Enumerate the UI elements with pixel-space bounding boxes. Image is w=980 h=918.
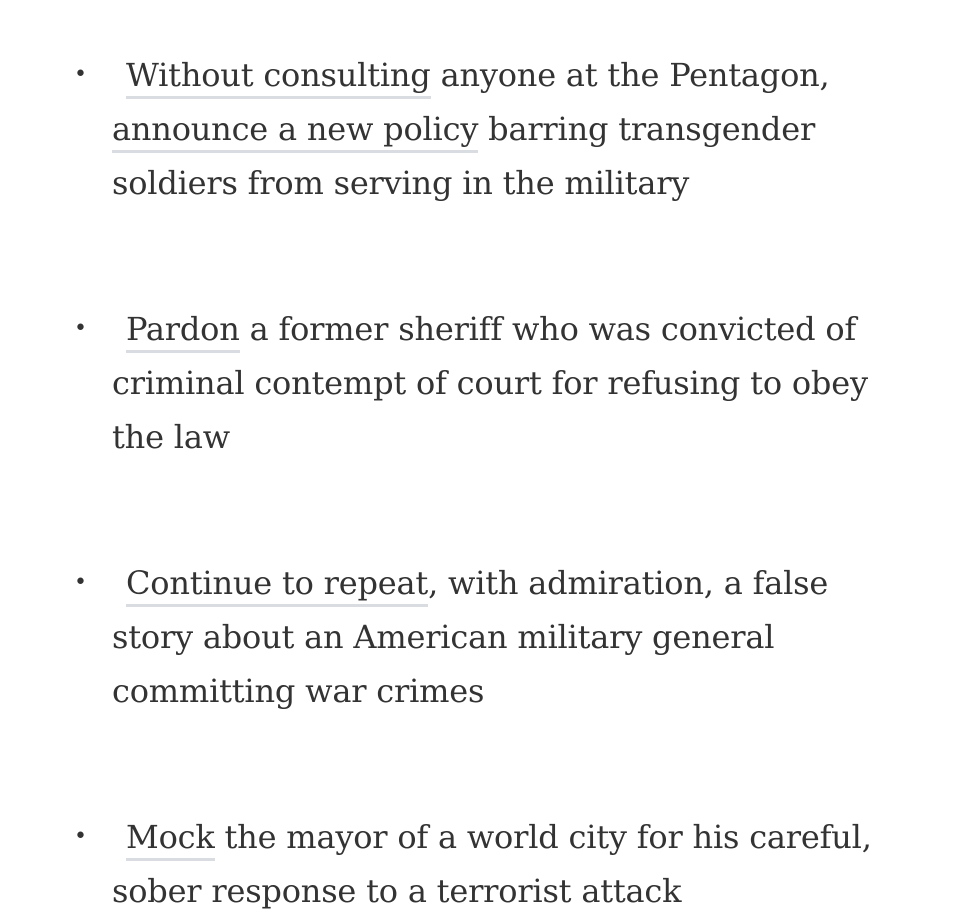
item-text: a former sheriff who was convicted of criminal contempt of court for refusing to obey the law — [112, 310, 868, 456]
pardon-link[interactable]: Pardon — [126, 310, 240, 353]
item-text: , with admiration, a false story about an American military general committing war crimes — [112, 564, 829, 710]
list-item — [112, 556, 912, 718]
list-item — [112, 48, 912, 210]
item-text: anyone at the Pentagon, — [430, 56, 830, 94]
list-item — [112, 302, 912, 464]
list-item — [112, 810, 912, 918]
without-consulting-link[interactable]: Without consulting — [126, 56, 431, 99]
item-text: the mayor of a world city for his careful, sober response to a terrorist attack — [112, 818, 872, 910]
item-text: barring transgender soldiers from serving in the military — [112, 110, 816, 202]
continue-to-repeat-link[interactable]: Continue to repeat — [126, 564, 428, 607]
mock-link[interactable]: Mock — [126, 818, 215, 861]
announce-policy-link[interactable]: announce a new policy — [112, 110, 478, 153]
